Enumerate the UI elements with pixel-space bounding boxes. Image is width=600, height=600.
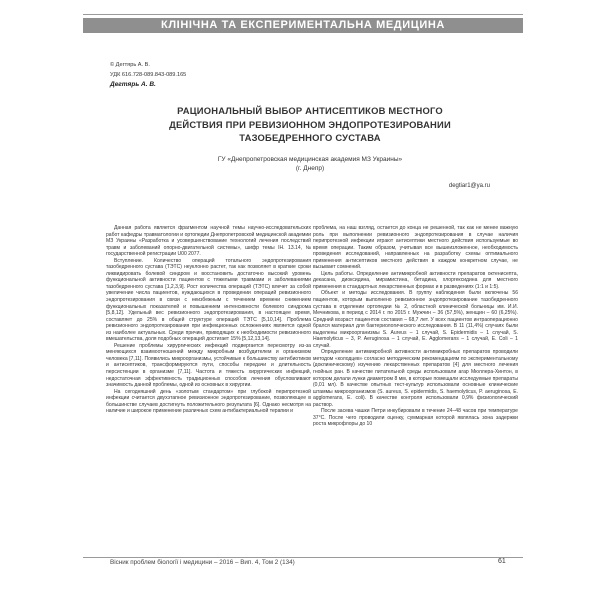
paragraph-antimicrobial-testing: Определение антимикробной активности антимикробных препаратов проводили методом «колодцев» согласно методическим рекомендациям по экспериментальному (доклиническому) изучению лекарственных препаратов [4] для местного лечения гнойных ран. В качестве питательной среды использовали агар Мюллера-Хинтон, в котором делали лунки диаметром 8 мм, в которые помещали исследуемые препараты (0,01 мл). В качестве опытных тест-культур использовали основные клинические штаммы микроорганизмов (S. aureus, S. epidermidis, S. haemolyticus, P. aeruginosa, E. agglomerans, E. coli). В качестве контроля использовали 0,9% физиологический раствор. [313, 349, 518, 408]
copyright-line: © Дегтярь А. В. [110, 62, 150, 68]
article-title-line-2: ДЕЙСТВИЯ ПРИ РЕВИЗИОННОМ ЭНДОПРОТЕЗИРОВАНИИ [169, 118, 451, 130]
section-header-title: КЛІНІЧНА ТА ЕКСПЕРИМЕНТАЛЬНА МЕДИЦИНА [161, 19, 445, 31]
author-email[interactable]: degtiar1@ya.ru [448, 183, 490, 189]
article-title [140, 104, 480, 145]
paragraph-gold-standard: На сегодняшний день «золотым стандартом» при глубокой перипротезной инфекции считается двухэтапное ревизионное эндопротезирование, позволяющее в большинстве случаев достигнуть положительного результата [6]. Однако несмотря на наличие и широкое применение различных схем антибактериальной терапии и [106, 388, 311, 415]
page-number: 61 [498, 558, 506, 565]
paragraph-problem-continued: проблема, на наш взгляд, остается до конца не решенной, так как не менее важную роль при выполнении ревизионного эндопротезирования в случае наличия перипротезной инфекции играют антисептики местного действия используемые во время операции. Таким образом, учитывая все вышеизложенное, необходимость проведения исследований, направленных на разработку схемы оптимального применения антисептиков местного действия в каждом конкретном случае, не вызывает сомнений. [313, 225, 518, 271]
paragraph-methods: Объект и методы исследования. В группу наблюдения были включены 56 пациентов, которым выполнено ревизионное эндопротезирование тазобедренного сустава в отделении ортопедии № 2, областной клинической больницы им. И.И. Мечникова, в период с 2014 г. по 2015 г. Мужчин – 36 (57,5%), женщин – 60 (6,25%). Средний возраст пациентов составил – 68,7 лет. У всех пациентов интраоперационно брался материал для бактериологического исследования. В 11 (11,4%) случаях были выделены микроорганизмы S. Aureus – 1 случай, S. Epidermidis – 1 случай, S. Haemolyticus – 3, P. Aeruginosa – 1 случай, E. Agglomerans – 1 случай, E. Coli – 1 случай. [313, 290, 518, 349]
paragraph-incubation: После засева чашки Петри инкубировали в течение 24–48 часов при температуре 37°С. После чего проводили оценку, суммарная которой являлась зона задержки роста микрофлоры до 10 [313, 408, 518, 428]
right-text-column [313, 225, 518, 560]
journal-citation: Вісник проблем біології і медицини – 2016 – Вип. 4, Том 2 (134) [110, 559, 295, 566]
article-title-line-3: ТАЗОБЕДРЕННОГО СУСТАВА [239, 132, 381, 143]
paragraph-funding: Данная работа является фрагментом научной темы научно-исследовательских работ кафедры травматологии и ортопедии Днепропетровской медицинской академии МЗ Украины «Разработка и усовершенствование технологий лечения последствий травм и заболеваний опорно-двигательной системы», шифр темы IH. 13.14, № государственной регистрации U00 2077. [106, 225, 311, 258]
paragraph-surgical-infections: Решение проблемы хирургических инфекций подвергается пересмотру из-за меняющихся взаимоотношений между микробным возбудителем и организмом человека [7,11]. Появились микроорганизмы, устойчивые к большинству антибиотиков и антисептиков, трансформируются пути, способы передачи и длительность персистенции в организме [7,11]. Частота и тяжесть хирургических инфекций, недостаточная эффективность традиционных способов лечения обусловливают значимость данной проблемы, одной из основных в хирургии. [106, 342, 311, 389]
affiliation [140, 155, 480, 173]
udk-code: УДК 616.728-089.843-089.165 [110, 72, 187, 78]
footer-rule [83, 557, 523, 558]
author-name: Дегтярь А. В. [110, 81, 156, 88]
affiliation-org: ГУ «Днепропетровская медицинская академия МЗ Украины» [217, 156, 403, 163]
affiliation-city: (г. Днепр) [295, 165, 325, 172]
article-title-line-1: РАЦИОНАЛЬНЫЙ ВЫБОР АНТИСЕПТИКОВ МЕСТНОГО [177, 105, 443, 116]
paragraph-introduction: Вступление. Количество операций тотального эндопротезирования тазобедренного сустава (ТЭТС) неуклонно растет, так как позволяет в краткие сроки ликвидировать болевой синдром и восстановить достаточно высокий уровень функциональной активности пациентов с тяжелыми травмами и заболеваниями тазобедренного сустава [1,2,3,9]. Рост количества операций (ТЭТС) влечет за собой увеличение числа пациентов, нуждающихся в проведении операций ревизионного эндопротезирования в связи с неизбежным с течением времени снижением функциональных показателей и повышением интенсивности болевого синдрома [5,8,12]. Удельный вес ревизионного эндопротезирования, в настоящее время, составляет до 25% в общей структуре операций ТЭТС [5,10,14]. Проблема ревизионного эндопротезирования при инфекционных осложнениях является одной из наиболее актуальных. Среди причин, приводящих к необходимости ревизионного вмешательства, доля подобных операций достигает 15% [5,12,13,14]. [106, 257, 311, 343]
top-rule [83, 14, 523, 15]
paragraph-aim: Цель работы. Определение антимикробной активности препаратов октенисепта, декасана, диоксидина, мирамистина, бетадина, хлоргексидина для местного применения в стандартных лекарственных формах и в разведениях (1:1 и 1:5). [313, 270, 518, 290]
left-text-column [106, 225, 311, 560]
